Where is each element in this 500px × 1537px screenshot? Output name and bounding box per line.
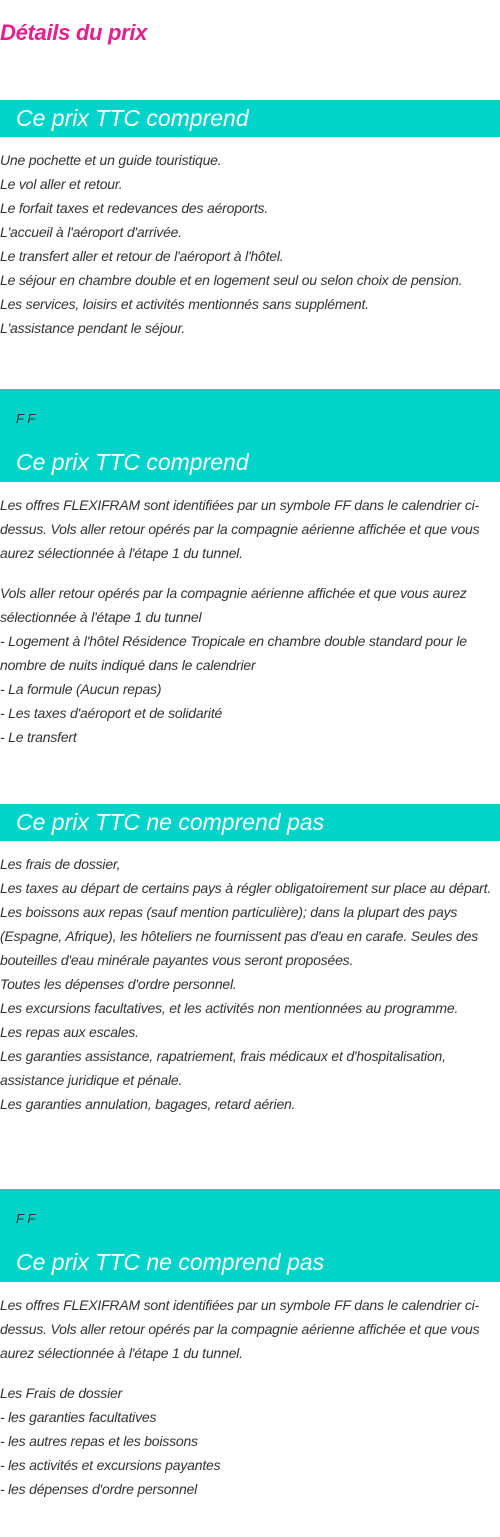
included-section [0,100,500,340]
excluded-ff-heading: Ce prix TTC ne comprend pas [16,1249,325,1275]
list-item: Toutes les dépenses d'ordre personnel. [0,976,237,992]
excluded-ff-list [0,1381,500,1501]
excluded-heading: Ce prix TTC ne comprend pas [16,809,325,835]
included-ff-section [0,389,500,749]
list-item: Les Frais de dossier [0,1385,123,1401]
excluded-ff-section [0,1189,500,1501]
list-item: Les garanties assistance, rapatriement, frais médicaux et d'hospitalisation, assistance juridique et pénale. [0,1048,446,1088]
list-item: Les repas aux escales. [0,1024,139,1040]
excluded-ff-header [0,1189,500,1282]
list-item: - La formule (Aucun repas) [0,681,162,697]
list-item: - les garanties facultatives [0,1409,157,1425]
list-item: - les autres repas et les boissons [0,1433,198,1449]
included-list [0,148,500,340]
list-item: Le transfert aller et retour de l'aéroport à l'hôtel. [0,248,284,264]
list-item: Les boissons aux repas (sauf mention particulière); dans la plupart des pays (Espagne, Afrique), les hôteliers ne fournissent pas d'eau en carafe. Seules des bouteilles d'eau minérale payantes vous seront proposées. [0,904,479,968]
ff-symbol: F F [16,411,36,426]
list-item: - Logement à l'hôtel Résidence Tropicale en chambre double standard pour le nombre de nuits indiqué dans le calendrier [0,633,467,673]
list-item: Le séjour en chambre double et en logement seul ou selon choix de pension. [0,272,463,288]
list-item: - Le transfert [0,729,77,745]
list-item: - les activités et excursions payantes [0,1457,221,1473]
list-item: Le forfait taxes et redevances des aéroports. [0,200,269,216]
list-item: L'assistance pendant le séjour. [0,320,186,336]
included-ff-header [0,389,500,482]
excluded-section [0,804,500,1116]
ff-symbol: F F [16,1211,36,1226]
included-header [0,100,500,137]
list-item: Les garanties annulation, bagages, retard aérien. [0,1096,296,1112]
included-ff-intro: Les offres FLEXIFRAM sont identifiées par un symbole FF dans le calendrier ci-dessus. Vols aller retour opérés par la compagnie aérienne affichée et que vous aurez sélectionnée à l'étape 1 du tunnel. [0,497,480,561]
included-ff-heading: Ce prix TTC comprend [16,449,249,475]
included-ff-list [0,581,500,749]
list-item: Le vol aller et retour. [0,176,123,192]
list-item: - Les taxes d'aéroport et de solidarité [0,705,223,721]
list-item: Les frais de dossier, [0,856,121,872]
excluded-list [0,852,500,1116]
list-item: Vols aller retour opérés par la compagnie aérienne affichée et que vous aurez sélectionnée à l'étape 1 du tunnel [0,585,467,625]
list-item: Une pochette et un guide touristique. [0,152,222,168]
excluded-header [0,804,500,841]
list-item: L'accueil à l'aéroport d'arrivée. [0,224,182,240]
included-heading: Ce prix TTC comprend [16,105,249,131]
excluded-ff-intro: Les offres FLEXIFRAM sont identifiées par un symbole FF dans le calendrier ci-dessus. Vols aller retour opérés par la compagnie aérienne affichée et que vous aurez sélectionnée à l'étape 1 du tunnel. [0,1297,480,1361]
list-item: - les dépenses d'ordre personnel [0,1481,198,1497]
list-item: Les services, loisirs et activités mentionnés sans supplément. [0,296,369,312]
page-title: Détails du prix [0,20,148,45]
list-item: Les excursions facultatives, et les activités non mentionnées au programme. [0,1000,459,1016]
list-item: Les taxes au départ de certains pays à régler obligatoirement sur place au départ. [0,880,492,896]
